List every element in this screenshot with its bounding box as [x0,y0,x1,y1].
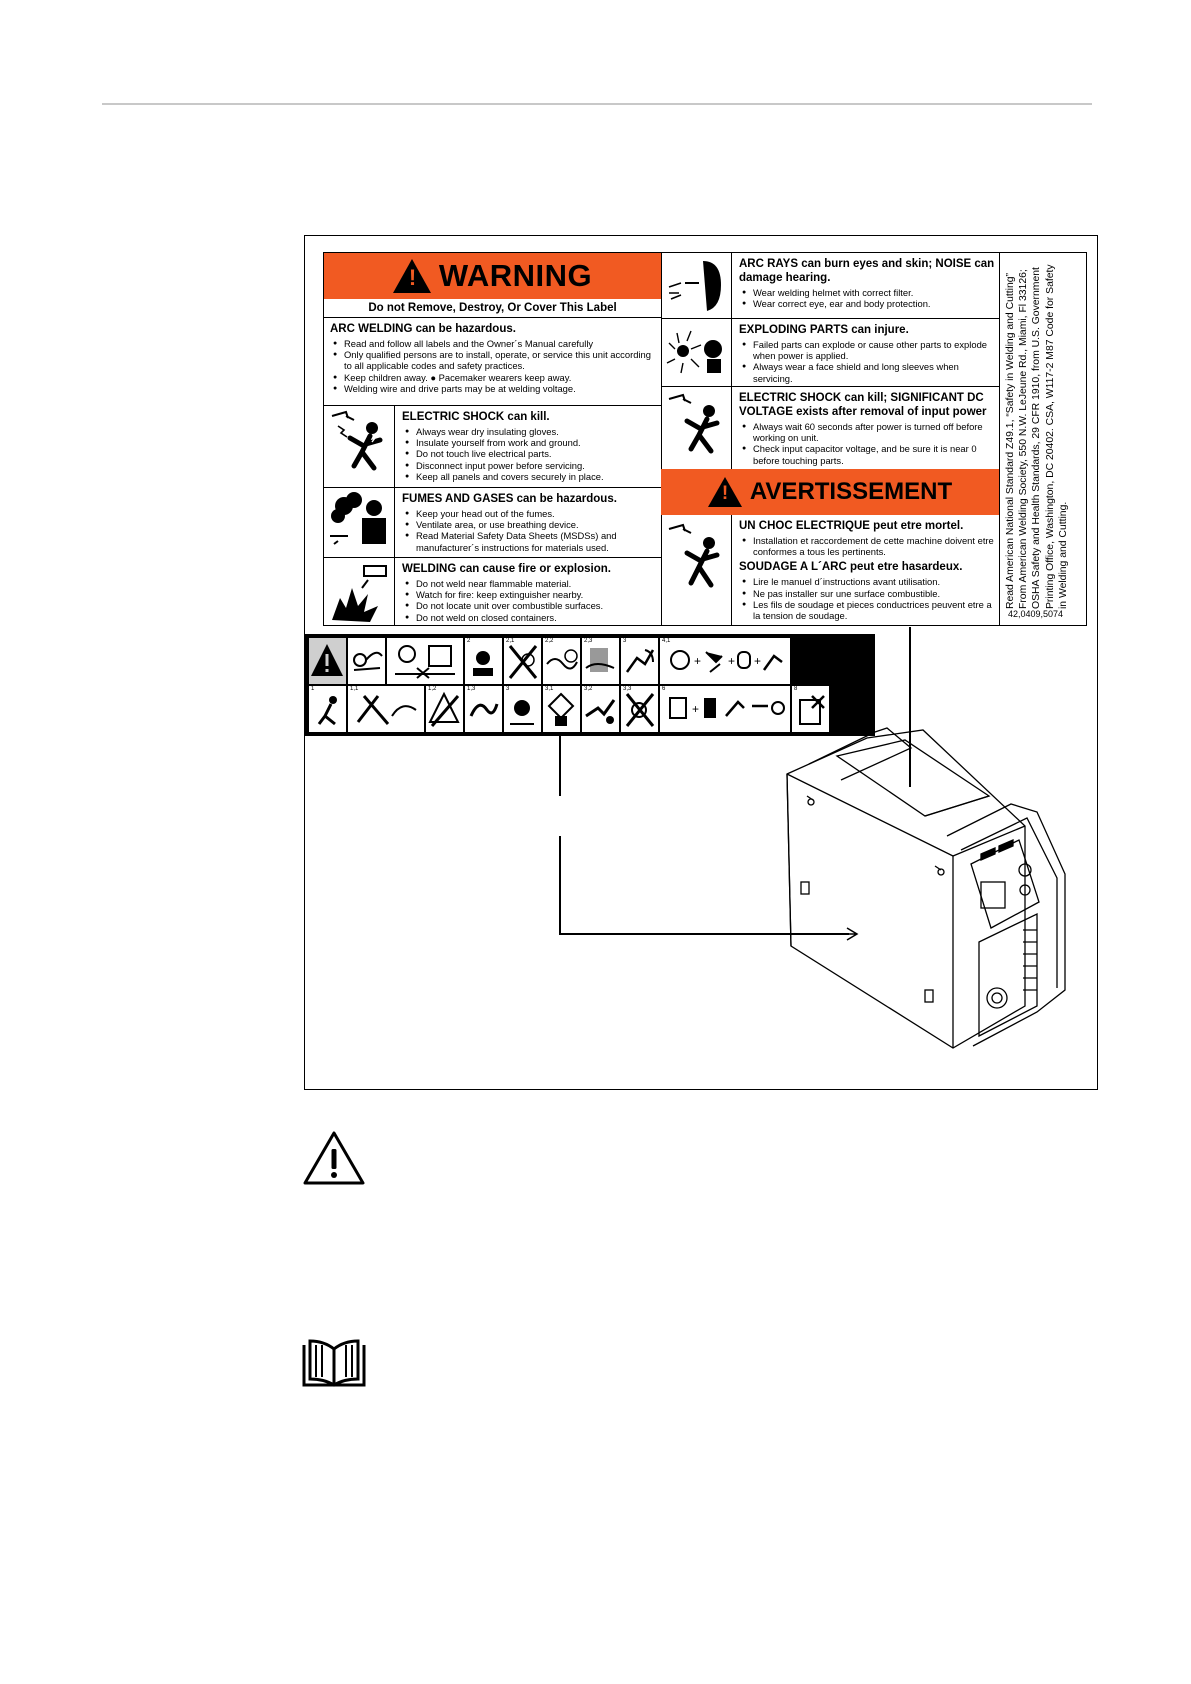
list-item: ● Keep your head out of the fumes. [416,508,657,519]
pictogram-leader-line [559,836,561,934]
list-item: ● Wear welding helmet with correct filter. [753,287,995,298]
list-item: ● Watch for fire: keep extinguisher nearby. [416,589,657,600]
warning-label [323,252,1087,626]
exploding-parts-block [661,319,999,387]
warning-pictogram [309,638,346,684]
list-item: ● Always wear dry insulating gloves. [416,426,657,437]
hazard-pictogram [543,686,580,732]
electric-shock-block [324,406,661,488]
pictogram-leader-line [559,736,561,796]
avertissement-banner [661,469,999,515]
pictogram-number: 4,1 [662,638,671,644]
list-item: ● Always wear a face shield and long sleeves when servicing. [753,361,995,383]
open-book-icon [300,1337,368,1389]
warning-triangle-icon: ! [393,259,431,293]
pictogram-row-2 [309,686,829,732]
list-item: ● Do not weld near flammable material. [416,578,657,589]
list-item: ● Always wait 60 seconds after power is turned off before working on unit. [753,421,995,443]
read-manual-pictogram [387,638,463,684]
svg-text:+: + [694,654,702,668]
electric-shock-icon [661,387,732,469]
list-item: ● Do not locate unit over combustible surfaces. [416,600,657,611]
electric-shock-title: ELECTRIC SHOCK can kill. [402,411,550,423]
french-shock-title: UN CHOC ELECTRIQUE peut etre mortel. [739,520,964,532]
list-item: ● Check input capacitor voltage, and be sure it is near 0 before touching parts. [753,443,995,465]
fumes-title: FUMES AND GASES can be hazardous. [402,493,617,505]
pictogram-number: 3 [506,686,510,692]
label-right-column [1000,253,1086,625]
arc-welding-title: ARC WELDING can be hazardous. [330,323,516,335]
list-item: ● Ne pas installer sur une surface combustible. [753,588,995,599]
hazard-pictogram [582,638,619,684]
french-warning-block [661,515,999,625]
welding-helmet-icon [661,253,732,318]
list-item: ● Wear correct eye, ear and body protection. [753,298,995,309]
pictogram-number: 3,3 [623,686,632,692]
pictogram-number: 3,2 [584,686,593,692]
list-item: ● Ventilate area, or use breathing device. [416,519,657,530]
fumes-block [324,488,661,558]
warning-banner-text: WARNING [438,258,593,293]
hazard-pictogram [504,686,541,732]
hazard-pictogram [465,686,502,732]
warning-triangle-icon: ! [708,477,742,507]
pictogram-number: 2 [467,638,471,644]
pictogram-number: 1 [311,686,315,692]
explosion-icon [324,558,395,625]
svg-text:+: + [692,702,700,716]
pictogram-number: 8 [794,686,798,692]
hazard-pictogram [426,686,463,732]
list-item: ● Les fils de soudage et pieces conductrices peuvent etre a la tension de soudage. [753,599,995,621]
reference-standards-text: Read American National Standard Z49.1, “Safety in Welding and Cutting” From American Welding Society, 550 N.W. LeJeune Rd., Miami, Fl 33126; OSHA Safety and Health Standards, 29 CFR 1910, from U.S. Government Printing Office, Washington, DC 20402. CSA, W117-2 M87 Code for Safety in Welding and Cutting. [1005,264,1069,609]
arc-rays-title: ARC RAYS can burn eyes and skin; NOISE can damage hearing. [739,258,995,284]
fumes-icon [324,488,395,557]
pictogram-number: 2,2 [545,638,554,644]
exploding-parts-title: EXPLODING PARTS can injure. [739,324,909,336]
exploding-parts-icon [661,319,732,386]
warning-banner [324,253,661,299]
hazard-pictogram [582,686,619,732]
list-item: ● Lire le manuel d´instructions avant utilisation. [753,576,995,587]
pictogram-number: 2,3 [584,638,593,644]
list-item: ● Keep all panels and covers securely in place. [416,471,657,482]
list-item: ● Do not touch live electrical parts. [416,448,657,459]
fire-title: WELDING can cause fire or explosion. [402,563,611,575]
pictogram-number: 3 [623,638,627,644]
arc-rays-block [661,253,999,319]
pictogram-number: 3,1 [545,686,554,692]
list-item: ● Welding wire and drive parts may be at welding voltage. [344,383,655,394]
hazard-pictogram [309,686,346,732]
hazard-pictogram [348,686,424,732]
list-item: ● Keep children away. ● Pacemaker wearers keep away. [344,372,655,383]
svg-text:+: + [728,654,736,668]
pictogram-number: 6 [662,686,666,692]
dc-voltage-block [661,387,999,469]
label-left-column [324,253,662,625]
list-item: ● Read and follow all labels and the Owner´s Manual carefully [344,338,655,349]
hazard-pictogram [543,638,580,684]
list-item: ● Installation et raccordement de cette machine doivent etre conformes a tous les pertinents. [753,535,995,557]
pictogram-number: 2,1 [506,638,515,644]
label-middle-column [661,253,1000,625]
pictogram-row-1 [309,638,790,684]
dc-voltage-title: ELECTRIC SHOCK can kill; SIGNIFICANT DC VOLTAGE exists after removal of input power [739,392,987,418]
arc-welding-block [324,318,661,406]
hazard-pictogram [660,686,790,732]
pictogram-number: 1,2 [428,686,437,692]
list-item: ● Failed parts can explode or cause other parts to explode when power is applied. [753,339,995,361]
warning-subtitle: Do not Remove, Destroy, Or Cover This Label [324,299,661,318]
list-item: ● Disconnect input power before servicing. [416,460,657,471]
electric-shock-icon [661,515,732,625]
hazard-pictogram [465,638,502,684]
welding-machine-illustration [775,716,1095,1086]
electric-shock-icon [324,406,395,487]
wire-feed-pictogram [348,638,385,684]
avertissement-banner-text: AVERTISSEMENT [749,478,953,505]
safety-label-figure [304,235,1098,1090]
list-item: ● Only qualified persons are to install, operate, or service this unit according to all applicable codes and safety practices. [344,349,655,371]
french-arc-title: SOUDAGE A L´ARC peut etre hasardeux. [739,561,963,574]
pictogram-number: 1,1 [350,686,359,692]
hazard-pictogram [621,686,658,732]
fire-block [324,558,661,625]
svg-text:+: + [754,654,762,668]
page-header-rule [102,103,1092,105]
protective-equipment-pictogram [660,638,790,684]
hazard-pictogram [621,638,658,684]
hazard-pictogram [504,638,541,684]
warning-triangle-icon [302,1130,366,1186]
label-part-number: 42,0409,5074 [1008,609,1064,619]
pictogram-number: 1,3 [467,686,476,692]
list-item: ● Insulate yourself from work and ground. [416,437,657,448]
list-item: ● Do not weld on closed containers. [416,612,657,623]
list-item: ● Read Material Safety Data Sheets (MSDSs) and manufacturer´s instructions for materials used. [416,530,657,552]
